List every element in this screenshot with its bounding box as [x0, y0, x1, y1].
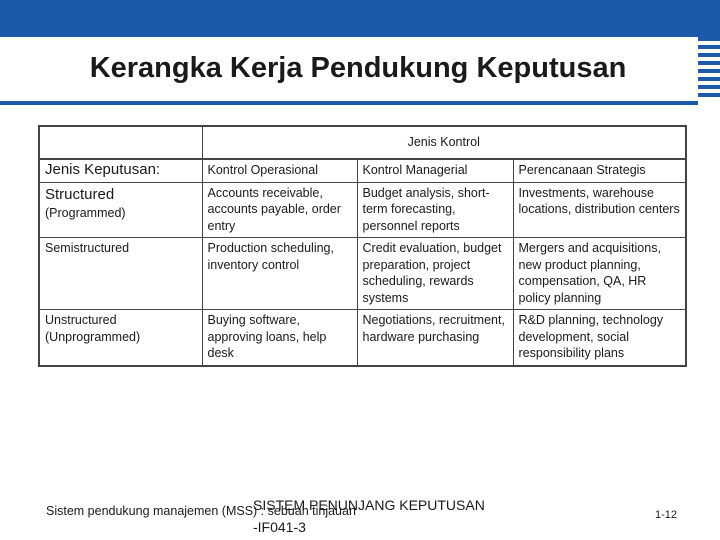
- row-label-main: Unstructured: [45, 313, 117, 327]
- table-row: [39, 182, 686, 238]
- table-cell: Credit evaluation, budget preparation, project scheduling, rewards systems: [357, 238, 513, 310]
- table-cell: Negotiations, recruitment, hardware purchasing: [357, 310, 513, 366]
- table-cell: R&D planning, technology development, social responsibility plans: [513, 310, 686, 366]
- row-header-corner: Jenis Keputusan:: [39, 159, 202, 182]
- row-label-main: Semistructured: [45, 241, 130, 255]
- table-cell: Accounts receivable, accounts payable, order entry: [202, 182, 357, 238]
- row-label-sub: (Unprogrammed): [45, 329, 141, 344]
- row-label: [39, 238, 202, 310]
- footer-course-code: -IF041-3: [253, 519, 306, 535]
- row-label: [39, 182, 202, 238]
- table-cell: Mergers and acquisitions, new product planning, compensation, QA, HR policy planning: [513, 238, 686, 310]
- row-label: [39, 310, 202, 366]
- page-number: 1-12: [655, 509, 678, 521]
- title-underline: [0, 101, 698, 105]
- table-row: [39, 159, 686, 182]
- row-label-main: Structured: [45, 185, 115, 203]
- table-header-blank: [39, 126, 202, 159]
- table-cell: Buying software, approving loans, help desk: [202, 310, 357, 366]
- table-row: [39, 238, 686, 310]
- decision-framework-table: [38, 125, 687, 367]
- column-header: Kontrol Operasional: [202, 159, 357, 182]
- column-header: Kontrol Managerial: [357, 159, 513, 182]
- table-header-row: [39, 126, 686, 159]
- footer-course-title: SISTEM PENUNJANG KEPUTUSAN: [253, 497, 485, 513]
- table-row: [39, 310, 686, 366]
- column-header: Perencanaan Strategis: [513, 159, 686, 182]
- table-cell: Production scheduling, inventory control: [202, 238, 357, 310]
- row-label-sub: (Programmed): [45, 205, 126, 220]
- table-cell: Investments, warehouse locations, distribution centers: [513, 182, 686, 238]
- top-banner: [0, 0, 720, 37]
- table-cell: Budget analysis, short-term forecasting, personnel reports: [357, 182, 513, 238]
- slide-title: Kerangka Kerja Pendukung Keputusan: [89, 52, 627, 84]
- table-header: Jenis Kontrol: [202, 126, 686, 159]
- footer-source: Sistem pendukung manajemen (MSS) : sebuah tinjauan: [46, 504, 356, 518]
